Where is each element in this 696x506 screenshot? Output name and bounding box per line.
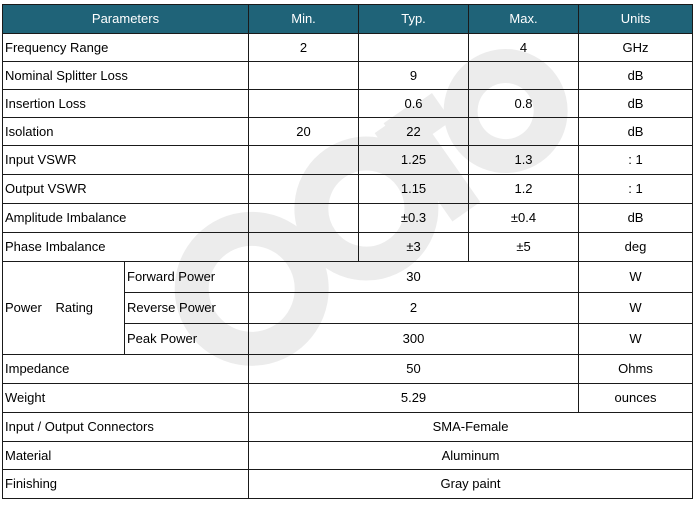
max-value: 0.8 [469, 90, 579, 118]
typ-value: 0.6 [359, 90, 469, 118]
typ-value: 1.15 [359, 175, 469, 204]
header-row [3, 5, 693, 34]
table-row [3, 470, 693, 499]
min-value [249, 233, 359, 262]
spec-table-wrapper [2, 4, 693, 499]
table-row [3, 62, 693, 90]
merged-value: 50 [249, 355, 579, 384]
unit-value: : 1 [579, 146, 693, 175]
merged-value: Gray paint [249, 470, 693, 499]
param-label: Frequency Range [3, 34, 249, 62]
unit-value: dB [579, 118, 693, 146]
unit-value: dB [579, 204, 693, 233]
unit-value: W [579, 324, 693, 355]
header-typ: Typ. [359, 5, 469, 34]
param-label: Input VSWR [3, 146, 249, 175]
merged-value: 5.29 [249, 384, 579, 413]
max-value: 1.3 [469, 146, 579, 175]
max-value: 1.2 [469, 175, 579, 204]
param-label: Amplitude Imbalance [3, 204, 249, 233]
header-max: Max. [469, 5, 579, 34]
table-row [3, 355, 693, 384]
table-row [3, 384, 693, 413]
power-value: 30 [249, 262, 579, 293]
table-row [3, 146, 693, 175]
unit-value: dB [579, 90, 693, 118]
table-row [3, 413, 693, 442]
unit-value: ounces [579, 384, 693, 413]
param-label: Nominal Splitter Loss [3, 62, 249, 90]
max-value: 4 [469, 34, 579, 62]
specifications-table [2, 4, 693, 499]
table-row [3, 34, 693, 62]
typ-value [359, 34, 469, 62]
max-value: ±5 [469, 233, 579, 262]
max-value [469, 62, 579, 90]
typ-value: 9 [359, 62, 469, 90]
min-value: 2 [249, 34, 359, 62]
param-label: Isolation [3, 118, 249, 146]
power-value: 2 [249, 293, 579, 324]
min-value [249, 90, 359, 118]
power-value: 300 [249, 324, 579, 355]
unit-value: deg [579, 233, 693, 262]
param-label: Insertion Loss [3, 90, 249, 118]
unit-value: W [579, 293, 693, 324]
param-label: Weight [3, 384, 249, 413]
table-row [3, 262, 693, 293]
header-parameters: Parameters [3, 5, 249, 34]
param-label: Material [3, 442, 249, 470]
merged-value: SMA-Female [249, 413, 693, 442]
unit-value: dB [579, 62, 693, 90]
typ-value: 1.25 [359, 146, 469, 175]
unit-value: : 1 [579, 175, 693, 204]
table-row [3, 175, 693, 204]
table-row [3, 442, 693, 470]
sub-param-label: Reverse Power [125, 293, 249, 324]
param-label: Impedance [3, 355, 249, 384]
typ-value: ±0.3 [359, 204, 469, 233]
table-row [3, 233, 693, 262]
param-label: Output VSWR [3, 175, 249, 204]
typ-value: ±3 [359, 233, 469, 262]
table-row [3, 204, 693, 233]
unit-value: Ohms [579, 355, 693, 384]
header-min: Min. [249, 5, 359, 34]
min-value: 20 [249, 118, 359, 146]
param-label: Input / Output Connectors [3, 413, 249, 442]
max-value: ±0.4 [469, 204, 579, 233]
sub-param-label: Peak Power [125, 324, 249, 355]
merged-value: Aluminum [249, 442, 693, 470]
sub-param-label: Forward Power [125, 262, 249, 293]
max-value [469, 118, 579, 146]
param-label: Phase Imbalance [3, 233, 249, 262]
param-label: Finishing [3, 470, 249, 499]
table-row [3, 90, 693, 118]
min-value [249, 204, 359, 233]
power-rating-label: Power Rating [3, 262, 125, 355]
table-row [3, 118, 693, 146]
typ-value: 22 [359, 118, 469, 146]
min-value [249, 146, 359, 175]
min-value [249, 62, 359, 90]
min-value [249, 175, 359, 204]
unit-value: W [579, 262, 693, 293]
unit-value: GHz [579, 34, 693, 62]
header-units: Units [579, 5, 693, 34]
